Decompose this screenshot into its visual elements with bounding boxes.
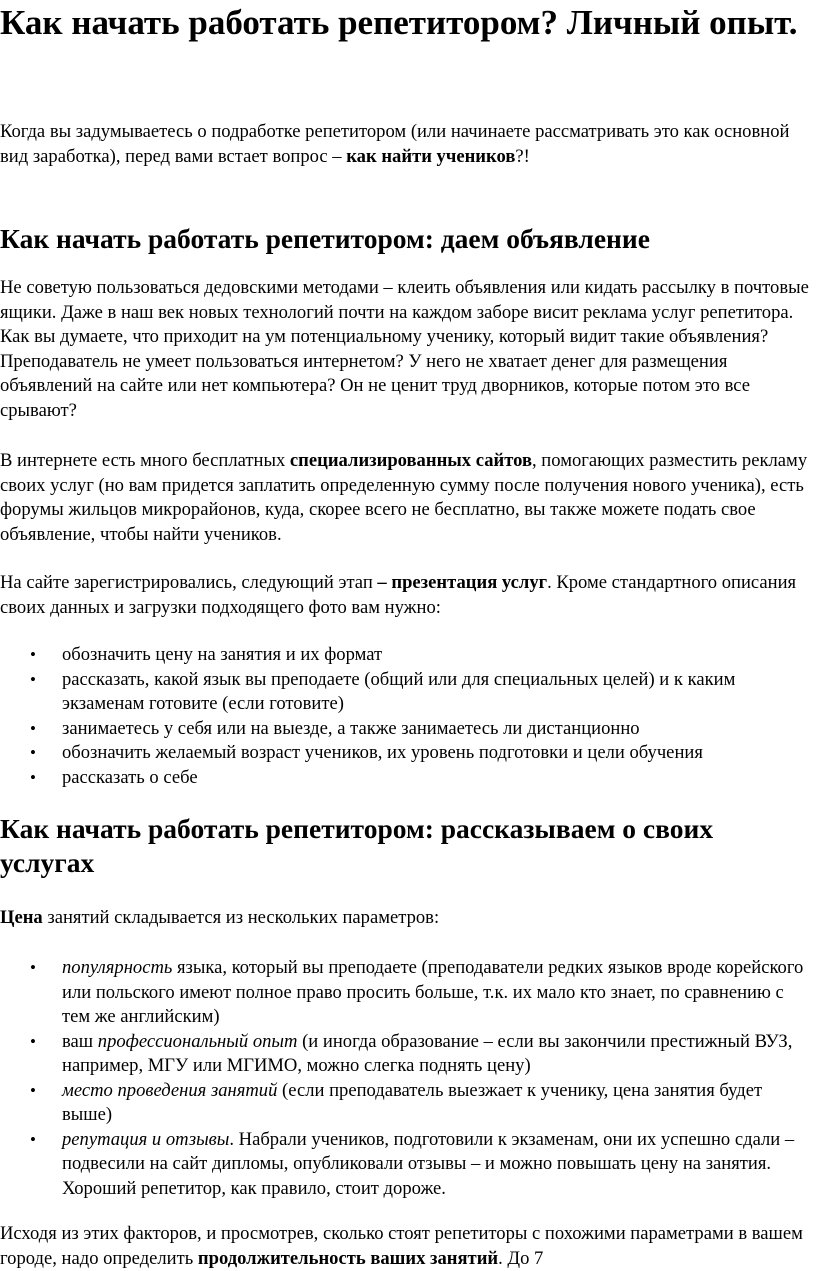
paragraph-old-methods: Не советую пользоваться дедовскими методами – клеить объявления или кидать рассылку в почтовые ящики. Даже в наш век новых технологий почти на каждом заборе висит реклама услуг репетитора. Как вы думаете, что приходит на ум потенциальному ученику, который видит такие объявления? Преподаватель не умеет пользоваться интернетом? У него не хватает денег для размещения объявлений на сайте или нет компьютера? Он не ценит труд дворников, которые потом это все срывают?: [0, 277, 809, 421]
list-item: [0, 1128, 812, 1202]
list-item-italic: профессиональный опыт: [97, 1030, 298, 1052]
paragraph-price: [0, 906, 812, 931]
presentation-text: На сайте зарегистрировались, следующий этап: [0, 572, 378, 593]
list-item-text: (и иногда образование – если вы закончили престижный ВУЗ, например, МГУ или МГИМО, можно слегка поднять цену): [62, 1030, 793, 1076]
paragraph-websites: [0, 449, 812, 547]
list-item: [0, 1030, 812, 1079]
websites-text-end: , помогающих разместить рекламу своих услуг (но вам придется заплатить определенную сумму после получения нового ученика), есть форумы жильцов микрорайонов, куда, скорее всего не бесплатно, вы также можете подать свое объявление, чтобы найти учеников.: [0, 450, 808, 545]
section-heading-services: Как начать работать репетитором: рассказываем о своих услугах: [0, 813, 714, 878]
list-item: [0, 1079, 812, 1128]
list-item-italic: репутация и отзывы: [62, 1128, 230, 1150]
presentation-emphasis: – презентация услуг: [377, 572, 548, 593]
list-item-italic: место проведения занятий: [62, 1079, 278, 1101]
duration-text-end: . До 7: [498, 1247, 544, 1269]
websites-emphasis: специализированных сайтов: [289, 450, 532, 471]
profile-checklist: [0, 643, 812, 790]
list-item-italic: популярность: [62, 957, 173, 978]
list-item-text: . Набрали учеников, подготовили к экзаменам, они их успешно сдали – подвесили на сайт дипломы, опубликовали отзывы – и можно повышать цену на занятия. Хороший репетитор, как правило, стоит дороже.: [62, 1128, 795, 1199]
intro-paragraph: [0, 120, 812, 169]
price-factors-list: [0, 956, 812, 1201]
websites-text: В интернете есть много бесплатных: [0, 450, 290, 471]
list-item: • обозначить цену на занятия и их формат: [0, 643, 812, 668]
presentation-text-end: . Кроме стандартного описания своих данных и загрузки подходящего фото вам нужно:: [0, 572, 797, 618]
intro-text-end: ?!: [515, 145, 530, 167]
list-item: • занимаетесь у себя или на выезде, а также занимаетесь ли дистанционно: [0, 717, 812, 742]
price-emphasis: Цена: [0, 907, 43, 928]
list-item: [0, 956, 812, 1030]
list-item: • обозначить желаемый возраст учеников, их уровень подготовки и цели обучения: [0, 741, 812, 766]
duration-emphasis: продолжительность ваших занятий: [197, 1247, 499, 1269]
duration-text: Исходя из этих факторов, и просмотрев, сколько стоят репетиторы с похожими параметрами в вашем городе, надо определить: [0, 1223, 803, 1269]
paragraph-duration: [0, 1222, 812, 1271]
list-item-text: ваш: [62, 1030, 98, 1052]
list-item-text: языка, который вы преподаете (преподаватели редких языков вроде корейского или польского имеют полное право просить больше, т.к. их мало кто знает, по сравнению с тем же английским): [62, 957, 804, 1027]
page-title: Как начать работать репетитором? Личный опыт.: [0, 3, 798, 42]
list-item-text: (если преподаватель выезжает к ученику, цена занятия будет выше): [62, 1079, 763, 1125]
price-text: занятий складывается из нескольких параметров:: [42, 907, 440, 928]
list-item: • рассказать, какой язык вы преподаете (общий или для специальных целей) и к каким экзаменам готовите (если готовите): [0, 668, 812, 717]
intro-emphasis: как найти учеников: [346, 145, 516, 167]
intro-text: Когда вы задумываетесь о подработке репетитором (или начинаете рассматривать это как основной вид заработка), перед вами встает вопрос –: [0, 121, 790, 167]
list-item: • рассказать о себе: [0, 766, 812, 791]
section-heading-ad: Как начать работать репетитором: даем объявление: [0, 223, 650, 254]
paragraph-presentation: [0, 571, 812, 620]
